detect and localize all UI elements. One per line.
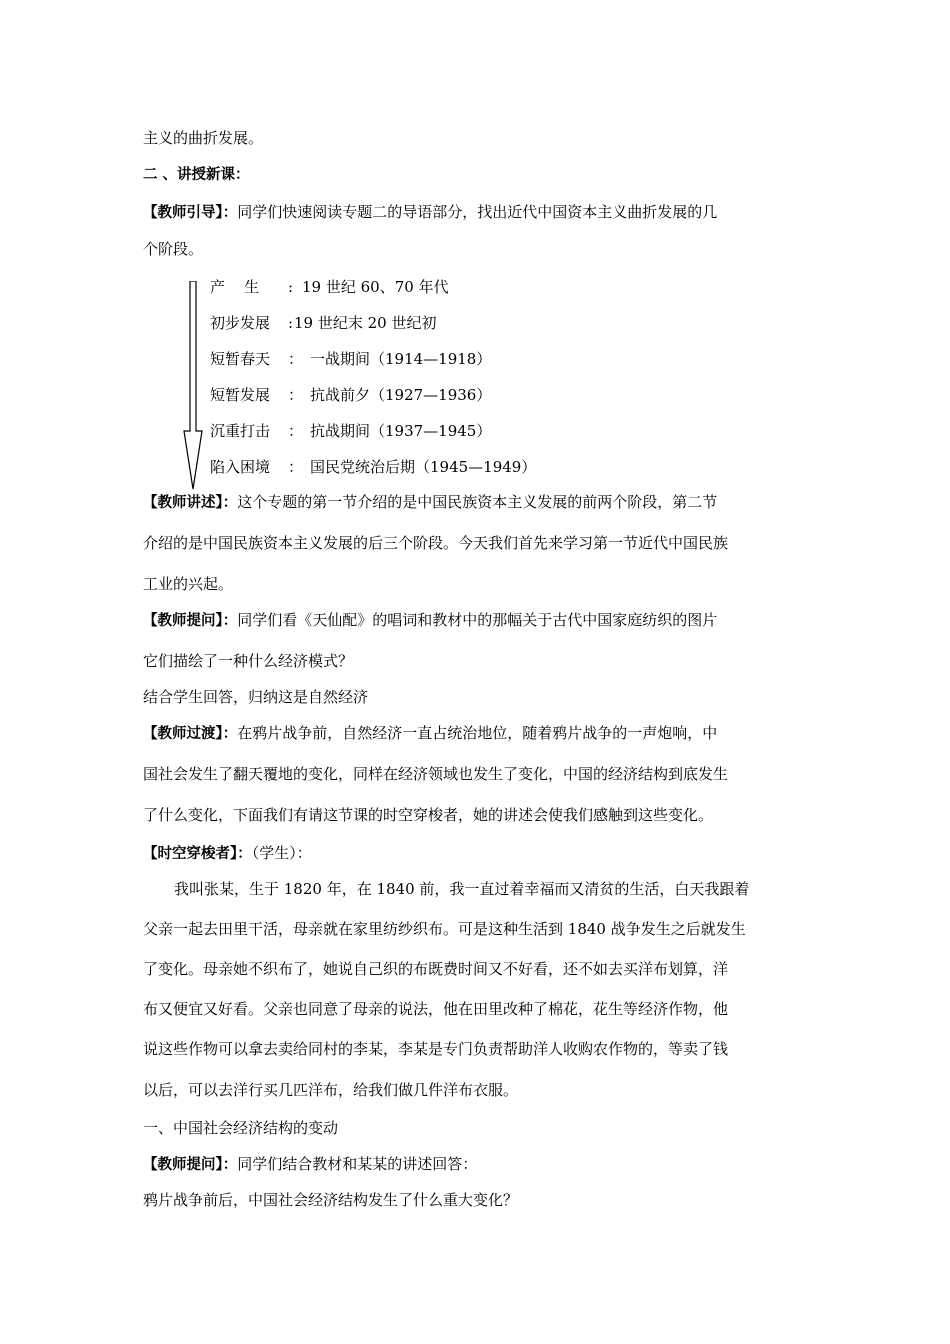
paragraph-line: 布又便宜又好看。父亲也同意了母亲的说法，他在田里改种了棉花，花生等经济作物，他 bbox=[143, 1000, 729, 1018]
paragraph-line: 结合学生回答，归纳这是自然经济 bbox=[143, 688, 369, 706]
paragraph-text: 这个专题的第一节介绍的是中国民族资本主义发展的前两个阶段，第二节 bbox=[237, 493, 718, 511]
paragraph-text: 在鸦片战争前，自然经济一直占统治地位，随着鸦片战争的一声炮响，中 bbox=[237, 724, 718, 742]
down-arrow-icon bbox=[183, 281, 203, 491]
stage-period: 19 世纪 60、70 年代 bbox=[302, 278, 449, 296]
paragraph-text: 同学们结合教材和某某的讲述回答： bbox=[237, 1155, 478, 1173]
stage-name: 陷入困境 bbox=[210, 458, 271, 476]
stage-row bbox=[210, 313, 436, 333]
teacher-narration-label: 【教师讲述】： bbox=[143, 495, 238, 511]
stage-row bbox=[210, 457, 536, 477]
teacher-question-label: 【教师提问】： bbox=[143, 613, 238, 629]
stage-separator: ： bbox=[288, 422, 304, 440]
stage-name: 初步发展 bbox=[210, 314, 271, 332]
paragraph-line: 它们描绘了一种什么经济模式？ bbox=[143, 652, 354, 670]
stage-row bbox=[210, 421, 491, 441]
stage-name: 产 生 bbox=[210, 278, 260, 296]
paragraph-line: 主义的曲折发展。 bbox=[143, 129, 264, 147]
paragraph-line: 父亲一起去田里干活，母亲就在家里纺纱织布。可是这种生活到 1840 战争发生之后就发生 bbox=[143, 920, 746, 938]
teacher-transition-label: 【教师过渡】： bbox=[143, 726, 238, 742]
paragraph-line: 以后，可以去洋行买几匹洋布，给我们做几件洋布衣服。 bbox=[143, 1081, 519, 1099]
paragraph-line: 我叫张某，生于 1820 年，在 1840 前，我一直过着幸福而又清贫的生活，白天我跟着 bbox=[174, 880, 750, 898]
stage-period: 一战期间（1914—1918） bbox=[310, 350, 492, 368]
stage-period: 抗战期间（1937—1945） bbox=[310, 422, 492, 440]
teacher-guide-label: 【教师引导】： bbox=[143, 205, 238, 221]
paragraph-line bbox=[143, 842, 813, 865]
paragraph-line: 了变化。母亲她不织布了，她说自己织的布既费时间又不好看，还不如去买洋布划算，洋 bbox=[143, 960, 729, 978]
paragraph-line bbox=[143, 609, 813, 632]
paragraph-line: 说这些作物可以拿去卖给同村的李某，李某是专门负责帮助洋人收购农作物的，等卖了钱 bbox=[143, 1040, 729, 1058]
paragraph-line bbox=[143, 201, 813, 224]
stage-separator: : bbox=[288, 278, 294, 296]
stage-period: 19 世纪末 20 世纪初 bbox=[294, 314, 437, 332]
stage-separator: ： bbox=[288, 458, 304, 476]
paragraph-line: 了什么变化，下面我们有请这节课的时空穿梭者，她的讲述会使我们感触到这些变化。 bbox=[143, 806, 714, 824]
stage-separator: ： bbox=[288, 386, 304, 404]
paragraph-line: 介绍的是中国民族资本主义发展的后三个阶段。今天我们首先来学习第一节近代中国民族 bbox=[143, 534, 729, 552]
stage-row bbox=[210, 385, 491, 405]
paragraph-line bbox=[143, 1153, 813, 1176]
teacher-question-label: 【教师提问】： bbox=[143, 1157, 238, 1173]
stage-name: 短暂春天 bbox=[210, 350, 271, 368]
time-traveler-label: 【时空穿梭者】： bbox=[143, 846, 252, 862]
paragraph-line bbox=[143, 722, 813, 745]
paragraph-line: 国社会发生了翻天覆地的变化，同样在经济领域也发生了变化，中国的经济结构到底发生 bbox=[143, 765, 729, 783]
paragraph-line bbox=[143, 491, 813, 514]
stage-period: 国民党统治后期（1945—1949） bbox=[310, 458, 537, 476]
paragraph-text: （学生）： bbox=[251, 844, 312, 862]
paragraph-line: 工业的兴起。 bbox=[143, 575, 234, 593]
stage-period: 抗战前夕（1927—1936） bbox=[310, 386, 492, 404]
paragraph-text: 同学们看《天仙配》的唱词和教材中的那幅关于古代中国家庭纺织的图片 bbox=[237, 611, 718, 629]
paragraph-text: 同学们快速阅读专题二的导语部分，找出近代中国资本主义曲折发展的几 bbox=[237, 203, 718, 221]
paragraph-line: 个阶段。 bbox=[143, 240, 204, 258]
stage-separator: : bbox=[288, 314, 294, 332]
paragraph-line: 鸦片战争前后，中国社会经济结构发生了什么重大变化？ bbox=[143, 1191, 519, 1209]
stage-name: 沉重打击 bbox=[210, 422, 271, 440]
stage-separator: ： bbox=[288, 350, 304, 368]
stage-name: 短暂发展 bbox=[210, 386, 271, 404]
section-subheading: 一、中国社会经济结构的变动 bbox=[143, 1119, 339, 1137]
section-heading: 二 、讲授新课： bbox=[143, 167, 250, 183]
stage-row bbox=[210, 277, 449, 297]
stage-row bbox=[210, 349, 491, 369]
